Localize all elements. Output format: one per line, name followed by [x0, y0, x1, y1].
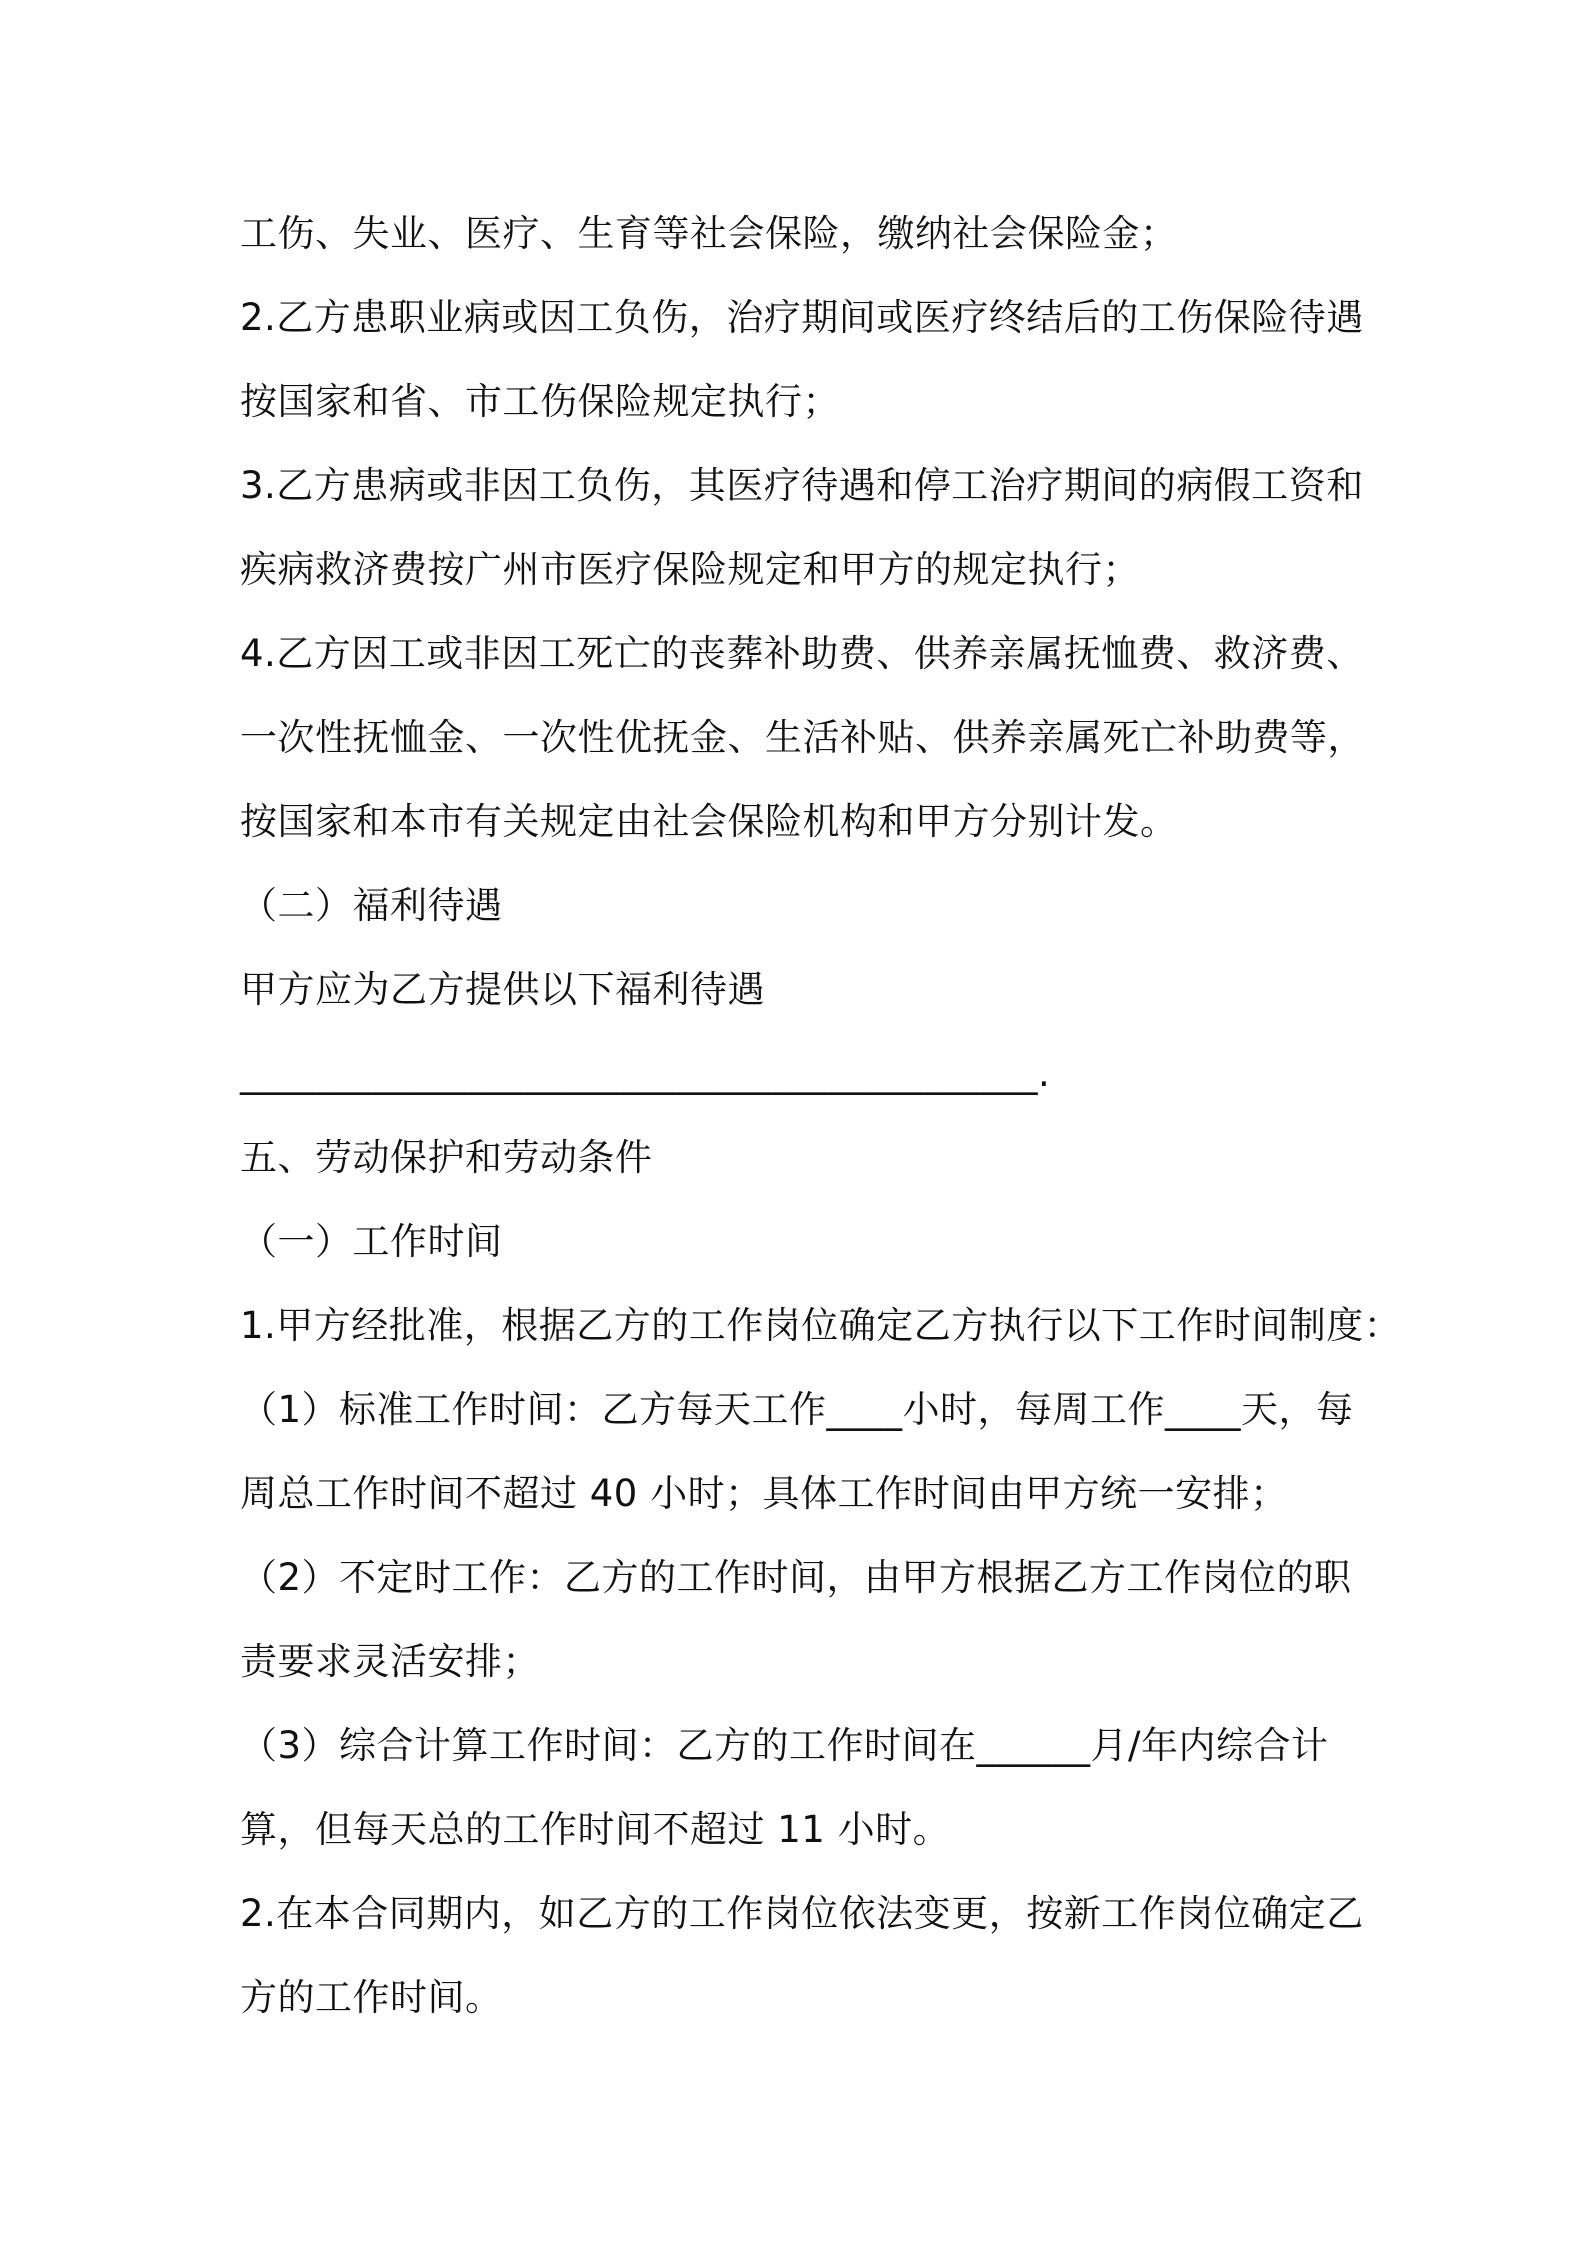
- text-line: 按国家和省、市工伤保险规定执行；: [240, 380, 840, 423]
- text-line: 4.乙方因工或非因工死亡的丧葬补助费、供养亲属抚恤费、救济费、: [240, 632, 1364, 675]
- text-line: 工伤、失业、医疗、生育等社会保险，缴纳社会保险金；: [240, 212, 1178, 255]
- text-line: （2）不定时工作：乙方的工作时间，由甲方根据乙方工作岗位的职: [240, 1556, 1352, 1599]
- text-line: 算，但每天总的工作时间不超过 11 小时。: [240, 1808, 951, 1851]
- text-line: 1.甲方经批准，根据乙方的工作岗位确定乙方执行以下工作时间制度：: [240, 1304, 1402, 1347]
- fill-in-blank-line: __________________________________________.: [240, 1052, 1051, 1095]
- text-line: 责要求灵活安排；: [240, 1640, 540, 1683]
- section-heading: （二）福利待遇: [240, 884, 503, 927]
- text-line: 方的工作时间。: [240, 1976, 503, 2019]
- document-body: [240, 192, 1402, 2040]
- text-line: 甲方应为乙方提供以下福利待遇: [240, 968, 765, 1011]
- text-line: 周总工作时间不超过 40 小时；具体工作时间由甲方统一安排；: [240, 1472, 1288, 1515]
- text-line: 一次性抚恤金、一次性优抚金、生活补贴、供养亲属死亡补助费等，: [240, 716, 1365, 759]
- text-line: 3.乙方患病或非因工负伤，其医疗待遇和停工治疗期间的病假工资和: [240, 464, 1364, 507]
- text-line: 2.在本合同期内，如乙方的工作岗位依法变更，按新工作岗位确定乙: [240, 1892, 1364, 1935]
- chapter-heading: 五、劳动保护和劳动条件: [240, 1136, 653, 1179]
- text-line: 疾病救济费按广州市医疗保险规定和甲方的规定执行；: [240, 548, 1140, 591]
- section-heading: （一）工作时间: [240, 1220, 503, 1263]
- text-line: 2.乙方患职业病或因工负伤，治疗期间或医疗终结后的工伤保险待遇: [240, 296, 1364, 339]
- text-line: （1）标准工作时间：乙方每天工作____小时，每周工作____天，每: [240, 1388, 1354, 1431]
- text-line: 按国家和本市有关规定由社会保险机构和甲方分别计发。: [240, 800, 1178, 843]
- text-line: （3）综合计算工作时间：乙方的工作时间在______月/年内综合计: [240, 1724, 1329, 1767]
